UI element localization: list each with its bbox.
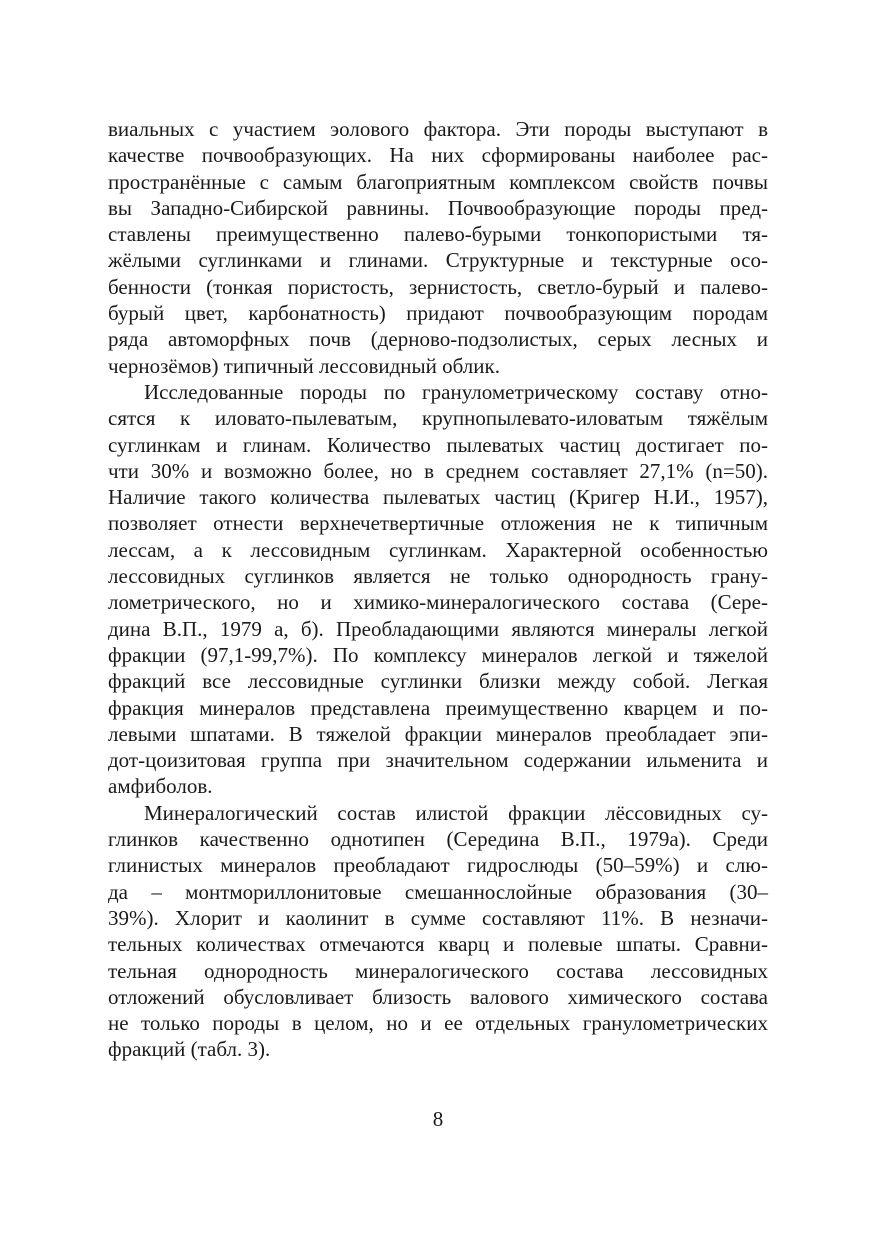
text-line: отложений обусловливает близость валового химического состава xyxy=(108,984,768,1009)
text-line: суглинкам и глинам. Количество пылеватых частиц достигает по- xyxy=(108,432,768,457)
text-line: виальных с участием эолового фактора. Эти породы выступают в xyxy=(108,117,768,141)
text-line: чти 30% и возможно более, но в среднем составляет 27,1% (n=50). xyxy=(108,458,768,483)
text-line: сятся к иловато-пылеватым, крупнопылевато-иловатым тяжёлым xyxy=(108,406,768,431)
text-line: пространённые с самым благоприятным комплексом свойств почвы xyxy=(108,169,768,194)
text-line: глинков качественно однотипен (Середина В.П., 1979а). Среди xyxy=(108,827,768,852)
text-line: ряда автоморфных почв (дерново-подзолистых, серых лесных и xyxy=(108,327,768,352)
text-line: Минералогический состав илистой фракции лёссовидных су- xyxy=(144,800,768,825)
text-line: дина В.П., 1979 а, б). Преобладающими являются минералы легкой xyxy=(108,616,768,641)
text-line: лометрического, но и химико-минералогического состава (Сере- xyxy=(108,590,768,615)
text-line: ставлены преимущественно палево-бурыми тонкопористыми тя- xyxy=(108,222,768,247)
text-line: не только породы в целом, но и ее отдельных гранулометрических xyxy=(108,1011,768,1036)
text-line: фракция минералов представлена преимущественно кварцем и по- xyxy=(108,695,768,720)
text-line: бурый цвет, карбонатность) придают почвообразующим породам xyxy=(108,301,768,326)
text-line: амфиболов. xyxy=(108,774,213,799)
paragraph xyxy=(108,116,768,379)
text-line: фракции (97,1-99,7%). По комплексу минералов легкой и тяжелой xyxy=(108,642,768,667)
text-line: позволяет отнести верхнечетвертичные отложения не к типичным xyxy=(108,511,768,536)
text-line: левыми шпатами. В тяжелой фракции минералов преобладает эпи- xyxy=(108,721,768,746)
text-line: тельная однородность минералогического состава лессовидных xyxy=(108,958,768,983)
text-line: Исследованные породы по гранулометрическому составу отно- xyxy=(144,379,768,404)
text-line: фракций все лессовидные суглинки близки между собой. Легкая xyxy=(108,669,768,694)
text-line: Наличие такого количества пылеватых частиц (Кригер Н.И., 1957), xyxy=(108,485,768,510)
page-number: 8 xyxy=(432,1107,444,1131)
text-line: качестве почвообразующих. На них сформированы наиболее рас- xyxy=(108,143,768,168)
text-line: лессовидных суглинков является не только однородность грану- xyxy=(108,564,768,589)
text-line: 39%). Хлорит и каолинит в сумме составляют 11%. В незначи- xyxy=(108,905,768,930)
paragraph xyxy=(108,800,768,1063)
text-line: тельных количествах отмечаются кварц и полевые шпаты. Сравни- xyxy=(108,932,768,957)
text-line: дот-цоизитовая группа при значительном содержании ильменита и xyxy=(108,748,768,773)
text-line: да – монтмориллонитовые смешаннослойные образования (30– xyxy=(108,879,768,904)
text-line: фракций (табл. 3). xyxy=(108,1037,271,1062)
paragraph xyxy=(108,379,768,800)
text-line: лессам, а к лессовидным суглинкам. Характерной особенностью xyxy=(108,537,768,562)
text-line: жёлыми суглинками и глинами. Структурные и текстурные осо- xyxy=(108,248,768,273)
body-text xyxy=(108,116,768,1063)
text-line: глинистых минералов преобладают гидрослюды (50–59%) и слю- xyxy=(108,853,768,878)
text-line: вы Западно-Сибирской равнины. Почвообразующие породы пред- xyxy=(108,195,768,220)
text-line: чернозёмов) типичный лессовидный облик. xyxy=(108,353,500,378)
text-line: бенности (тонкая пористость, зернистость, светло-бурый и палево- xyxy=(108,274,768,299)
